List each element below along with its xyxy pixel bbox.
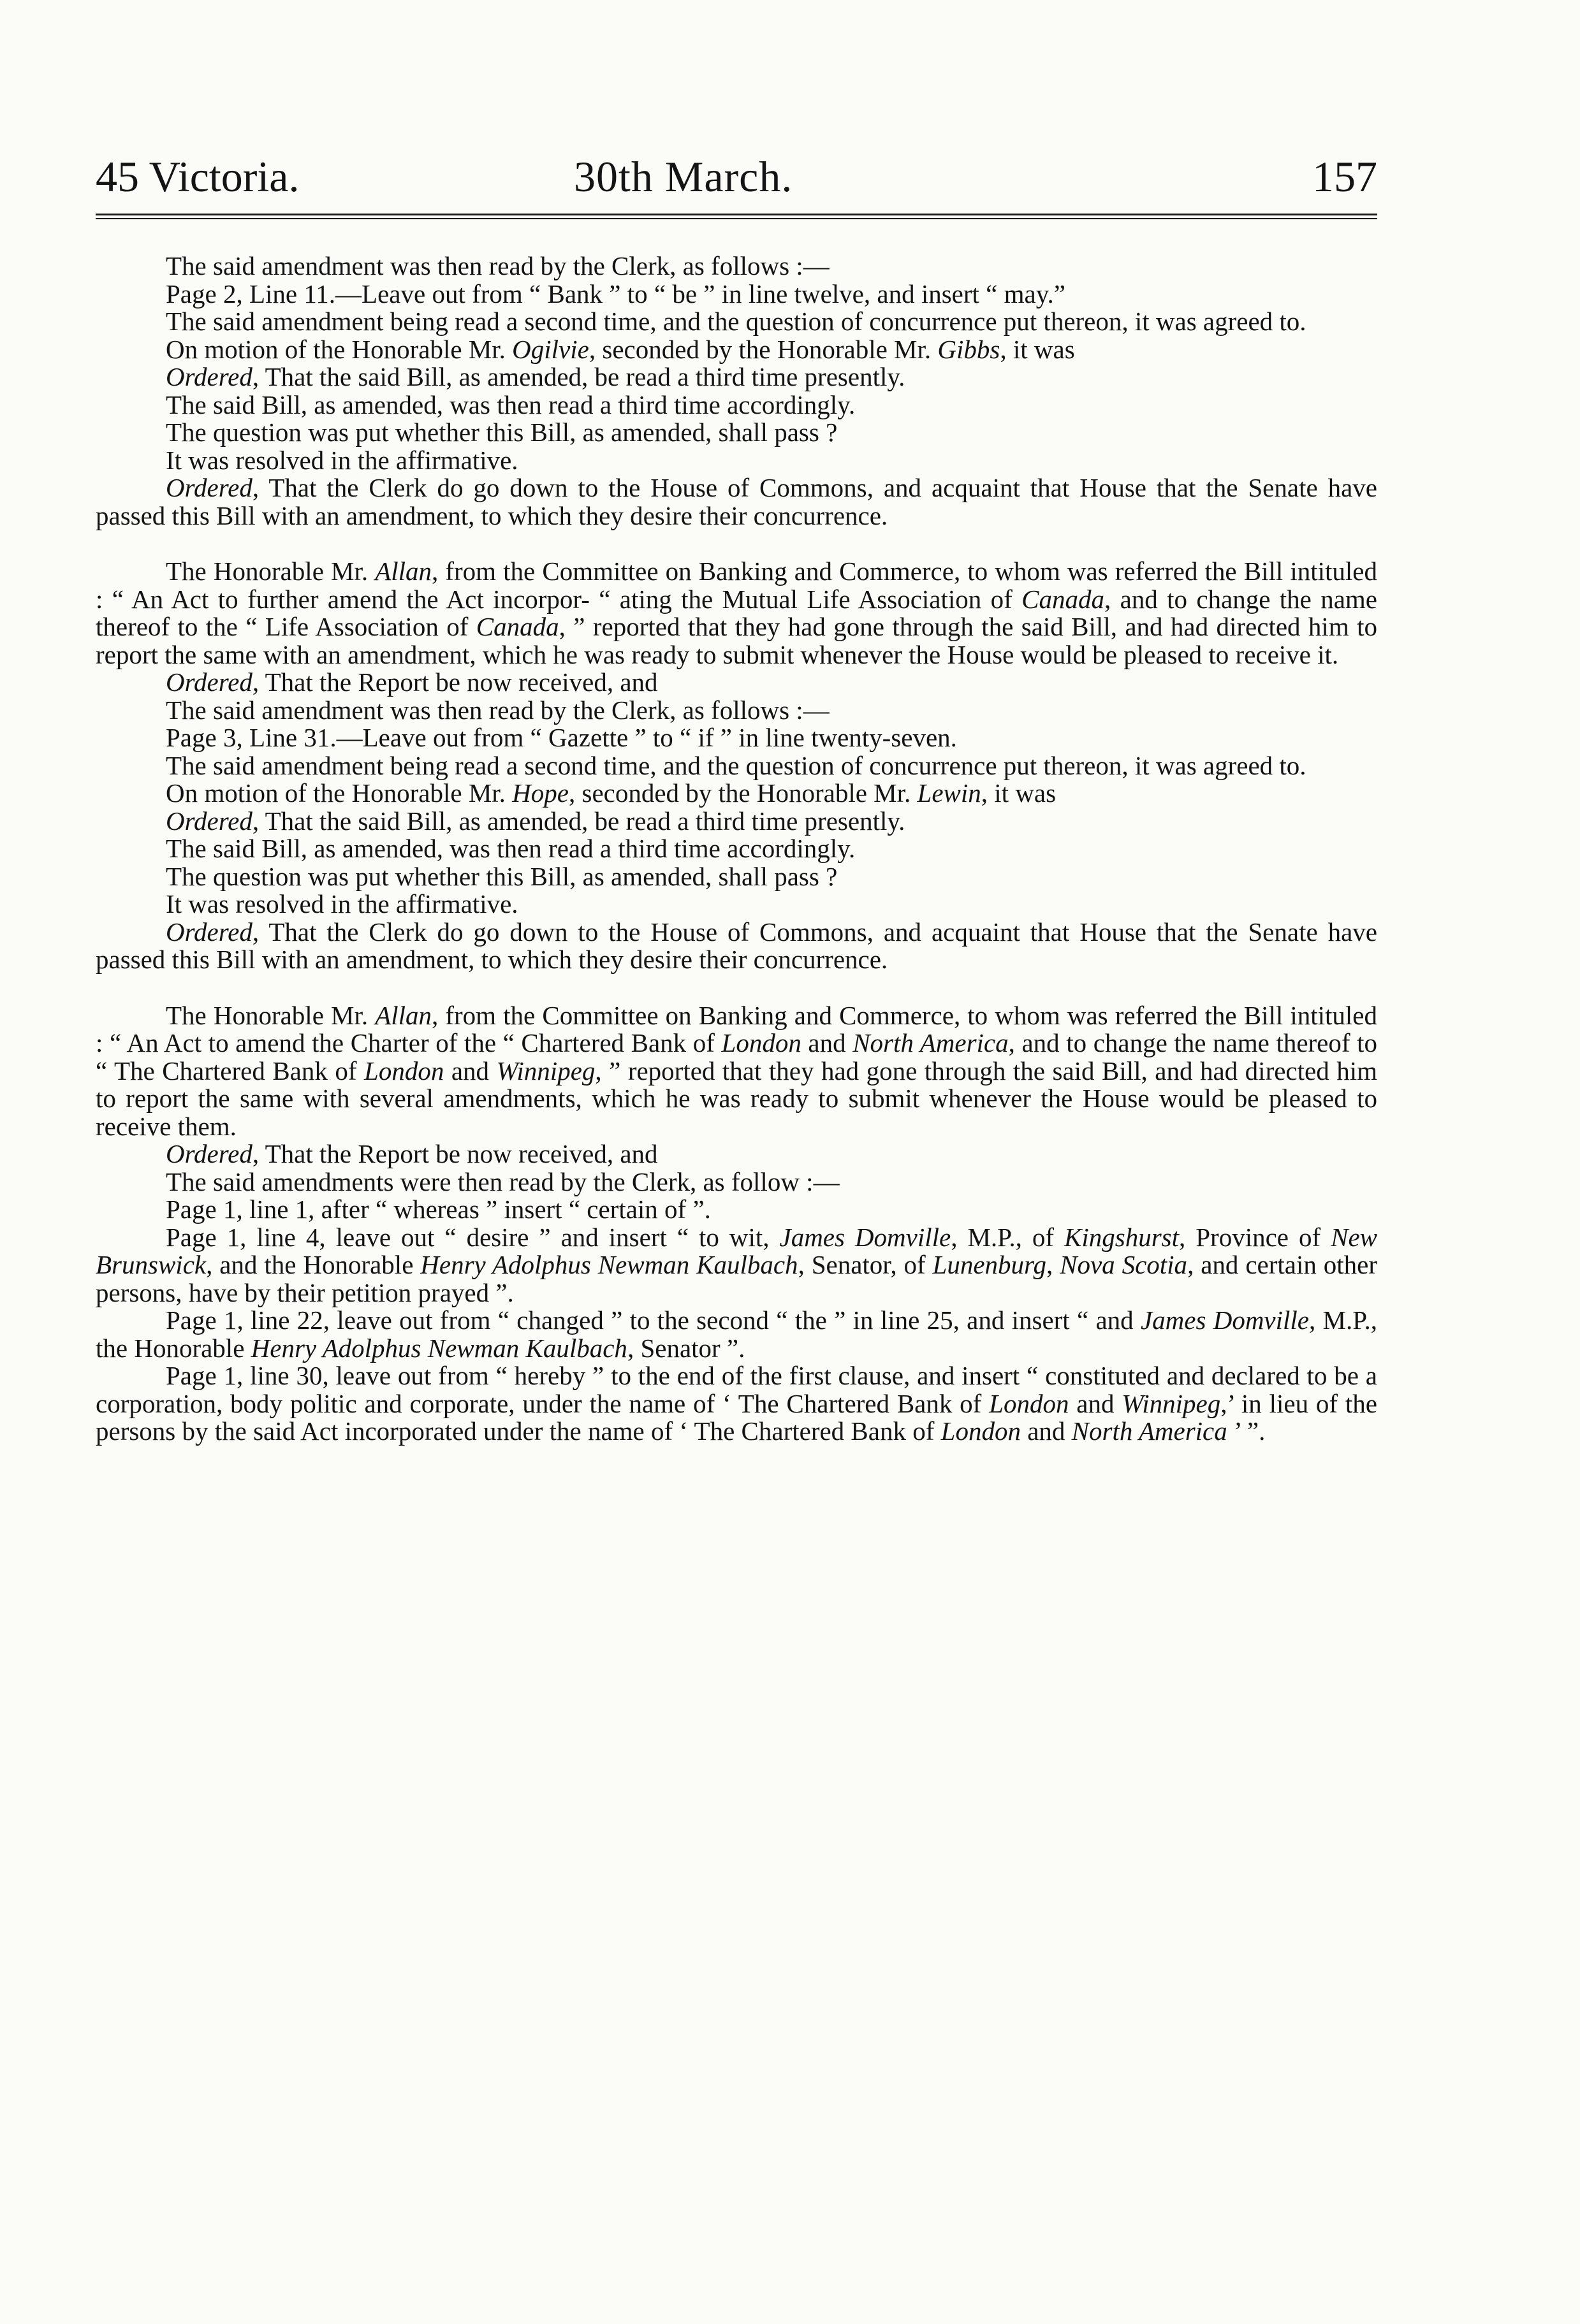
paragraph: The said amendment was then read by the Clerk, as follows :— bbox=[166, 251, 830, 280]
italic-term: Kingshurst bbox=[1064, 1222, 1180, 1252]
paragraph: On motion of the Honorable Mr. Ogilvie, seconded by the Honorable Mr. Gibbs, it was bbox=[166, 334, 1075, 364]
italic-term: Lunenburg bbox=[932, 1250, 1046, 1279]
paragraph: Page 1, line 22, leave out from “ changed ” to the second “ the ” in line 25, and insert “ and James Domville, M.P., the Honorable Henry Adolphus Newman Kaulbach, Senator ”. bbox=[96, 1305, 1378, 1363]
paragraph: Ordered, That the Clerk do go down to the House of Commons, and acquaint that House that the Senate have passed this Bill with an amendment, to which they desire their concurrence. bbox=[96, 473, 1377, 530]
header-volume: 45 Victoria. bbox=[96, 152, 300, 201]
italic-term: New Brunswick bbox=[96, 1222, 1378, 1279]
italic-term: North America bbox=[1071, 1416, 1227, 1446]
paragraph: The said Bill, as amended, was then read a third time accordingly. bbox=[166, 389, 856, 419]
paragraph: Ordered, That the Clerk do go down to the House of Commons, and acquaint that House that the Senate have passed this Bill with an amendment, to which they desire their concurrence. bbox=[96, 917, 1377, 974]
paragraph: The Honorable Mr. Allan, from the Committee on Banking and Commerce, to whom was referred the Bill intituled : “ An Act to further amend the Act incorpor- “ ating the Mutual Life Association of Canada, and to change the name thereof to the “ Life Association of Canada, ” reported that they had gone through the said Bill, and had directed him to report the same with an amendment, which he was ready to submit whenever the House would be pleased to receive it. bbox=[96, 556, 1377, 669]
paragraph: The said amendment being read a second time, and the question of concurrence put thereon, it was agreed to. bbox=[166, 750, 1306, 780]
journal-text bbox=[96, 252, 1377, 1446]
italic-term: London bbox=[721, 1028, 801, 1057]
paragraph: The question was put whether this Bill, as amended, shall pass ? bbox=[166, 861, 838, 891]
paragraph: Ordered, That the said Bill, as amended, be read a third time presently. bbox=[166, 362, 905, 391]
italic-term: London bbox=[940, 1416, 1021, 1446]
section-gap bbox=[96, 530, 1377, 558]
italic-term: James Domville bbox=[1140, 1305, 1310, 1335]
italic-term: Ogilvie bbox=[512, 334, 589, 364]
paragraph: The said Bill, as amended, was then read a third time accordingly. bbox=[166, 834, 856, 863]
italic-term: Ordered bbox=[166, 667, 252, 697]
italic-term: James Domville bbox=[779, 1222, 951, 1252]
paragraph: The said amendments were then read by the Clerk, as follow :— bbox=[166, 1166, 840, 1196]
paragraph: Ordered, That the Report be now received, and bbox=[166, 1139, 658, 1168]
italic-term: Gibbs bbox=[937, 334, 1000, 364]
italic-term: Ordered bbox=[166, 917, 252, 947]
page-number: 157 bbox=[1312, 152, 1377, 201]
italic-term: Ordered bbox=[166, 362, 252, 391]
paragraph: The question was put whether this Bill, as amended, shall pass ? bbox=[166, 418, 838, 447]
paragraph: Ordered, That the said Bill, as amended, be read a third time presently. bbox=[166, 806, 905, 836]
paragraph: The said amendment being read a second time, and the question of concurrence put thereon, it was agreed to. bbox=[166, 307, 1306, 336]
paragraph: It was resolved in the affirmative. bbox=[166, 889, 518, 919]
paragraph: Page 3, Line 31.—Leave out from “ Gazette ” to “ if ” in line twenty-seven. bbox=[166, 723, 957, 752]
italic-term: Ordered bbox=[166, 473, 252, 502]
header-rule bbox=[96, 214, 1377, 219]
italic-term: Nova Scotia bbox=[1060, 1250, 1188, 1279]
page-header bbox=[96, 143, 1377, 214]
italic-term: Canada bbox=[1021, 584, 1104, 614]
italic-term: Canada bbox=[476, 612, 559, 641]
italic-term: London bbox=[989, 1388, 1069, 1418]
header-date: 30th March. bbox=[574, 152, 793, 201]
paragraph: The Honorable Mr. Allan, from the Committee on Banking and Commerce, to whom was referred the Bill intituled : “ An Act to amend the Charter of the “ Chartered Bank of London and North America, and to change the name thereof to “ The Chartered Bank of London and Winnipeg, ” reported that they had gone through the said Bill, and had directed him to report the same with several amendments, which he was ready to submit whenever the House would be pleased to receive them. bbox=[96, 1000, 1378, 1141]
paragraph: On motion of the Honorable Mr. Hope, seconded by the Honorable Mr. Lewin, it was bbox=[166, 778, 1057, 808]
italic-term: North America bbox=[852, 1028, 1009, 1057]
paragraph: The said amendment was then read by the Clerk, as follows :— bbox=[166, 695, 830, 725]
paragraph: Page 2, Line 11.—Leave out from “ Bank ” to “ be ” in line twelve, and insert “ may.” bbox=[166, 279, 1065, 309]
italic-term: Lewin bbox=[917, 778, 981, 808]
italic-term: Henry Adolphus Newman Kaulbach bbox=[420, 1250, 798, 1279]
paragraph: It was resolved in the affirmative. bbox=[166, 445, 518, 475]
paragraph: Page 1, line 30, leave out from “ hereby ” to the end of the first clause, and insert “ constituted and declared to be a corporation, body politic and corporate, under the name of ‘ The Chartered Bank of London and Winnipeg,’ in lieu of the persons by the said Act incorporated under the name of ‘ The Chartered Bank of London and North America ’ ”. bbox=[96, 1361, 1377, 1446]
paragraph: Page 1, line 4, leave out “ desire ” and insert “ to wit, James Domville, M.P., of Kingshurst, Province of New Brunswick, and the Honorable Henry Adolphus Newman Kaulbach, Senator, of Lunenburg, Nova Scotia, and certain other persons, have by their petition prayed ”. bbox=[96, 1222, 1378, 1307]
italic-term: Winnipeg bbox=[1122, 1388, 1221, 1418]
paragraph: Page 1, line 1, after “ whereas ” insert “ certain of ”. bbox=[166, 1195, 711, 1224]
section-gap bbox=[96, 974, 1377, 1002]
italic-term: Winnipeg bbox=[496, 1056, 596, 1086]
italic-term: Henry Adolphus Newman Kaulbach bbox=[251, 1333, 627, 1363]
italic-term: Ordered bbox=[166, 1139, 252, 1168]
italic-term: Hope bbox=[512, 778, 569, 808]
italic-term: London bbox=[364, 1056, 444, 1086]
italic-term: Allan bbox=[375, 556, 432, 586]
italic-term: Allan bbox=[375, 1000, 432, 1030]
italic-term: Ordered bbox=[166, 806, 252, 836]
paragraph: Ordered, That the Report be now received, and bbox=[166, 667, 658, 697]
document-page bbox=[96, 143, 1377, 2298]
